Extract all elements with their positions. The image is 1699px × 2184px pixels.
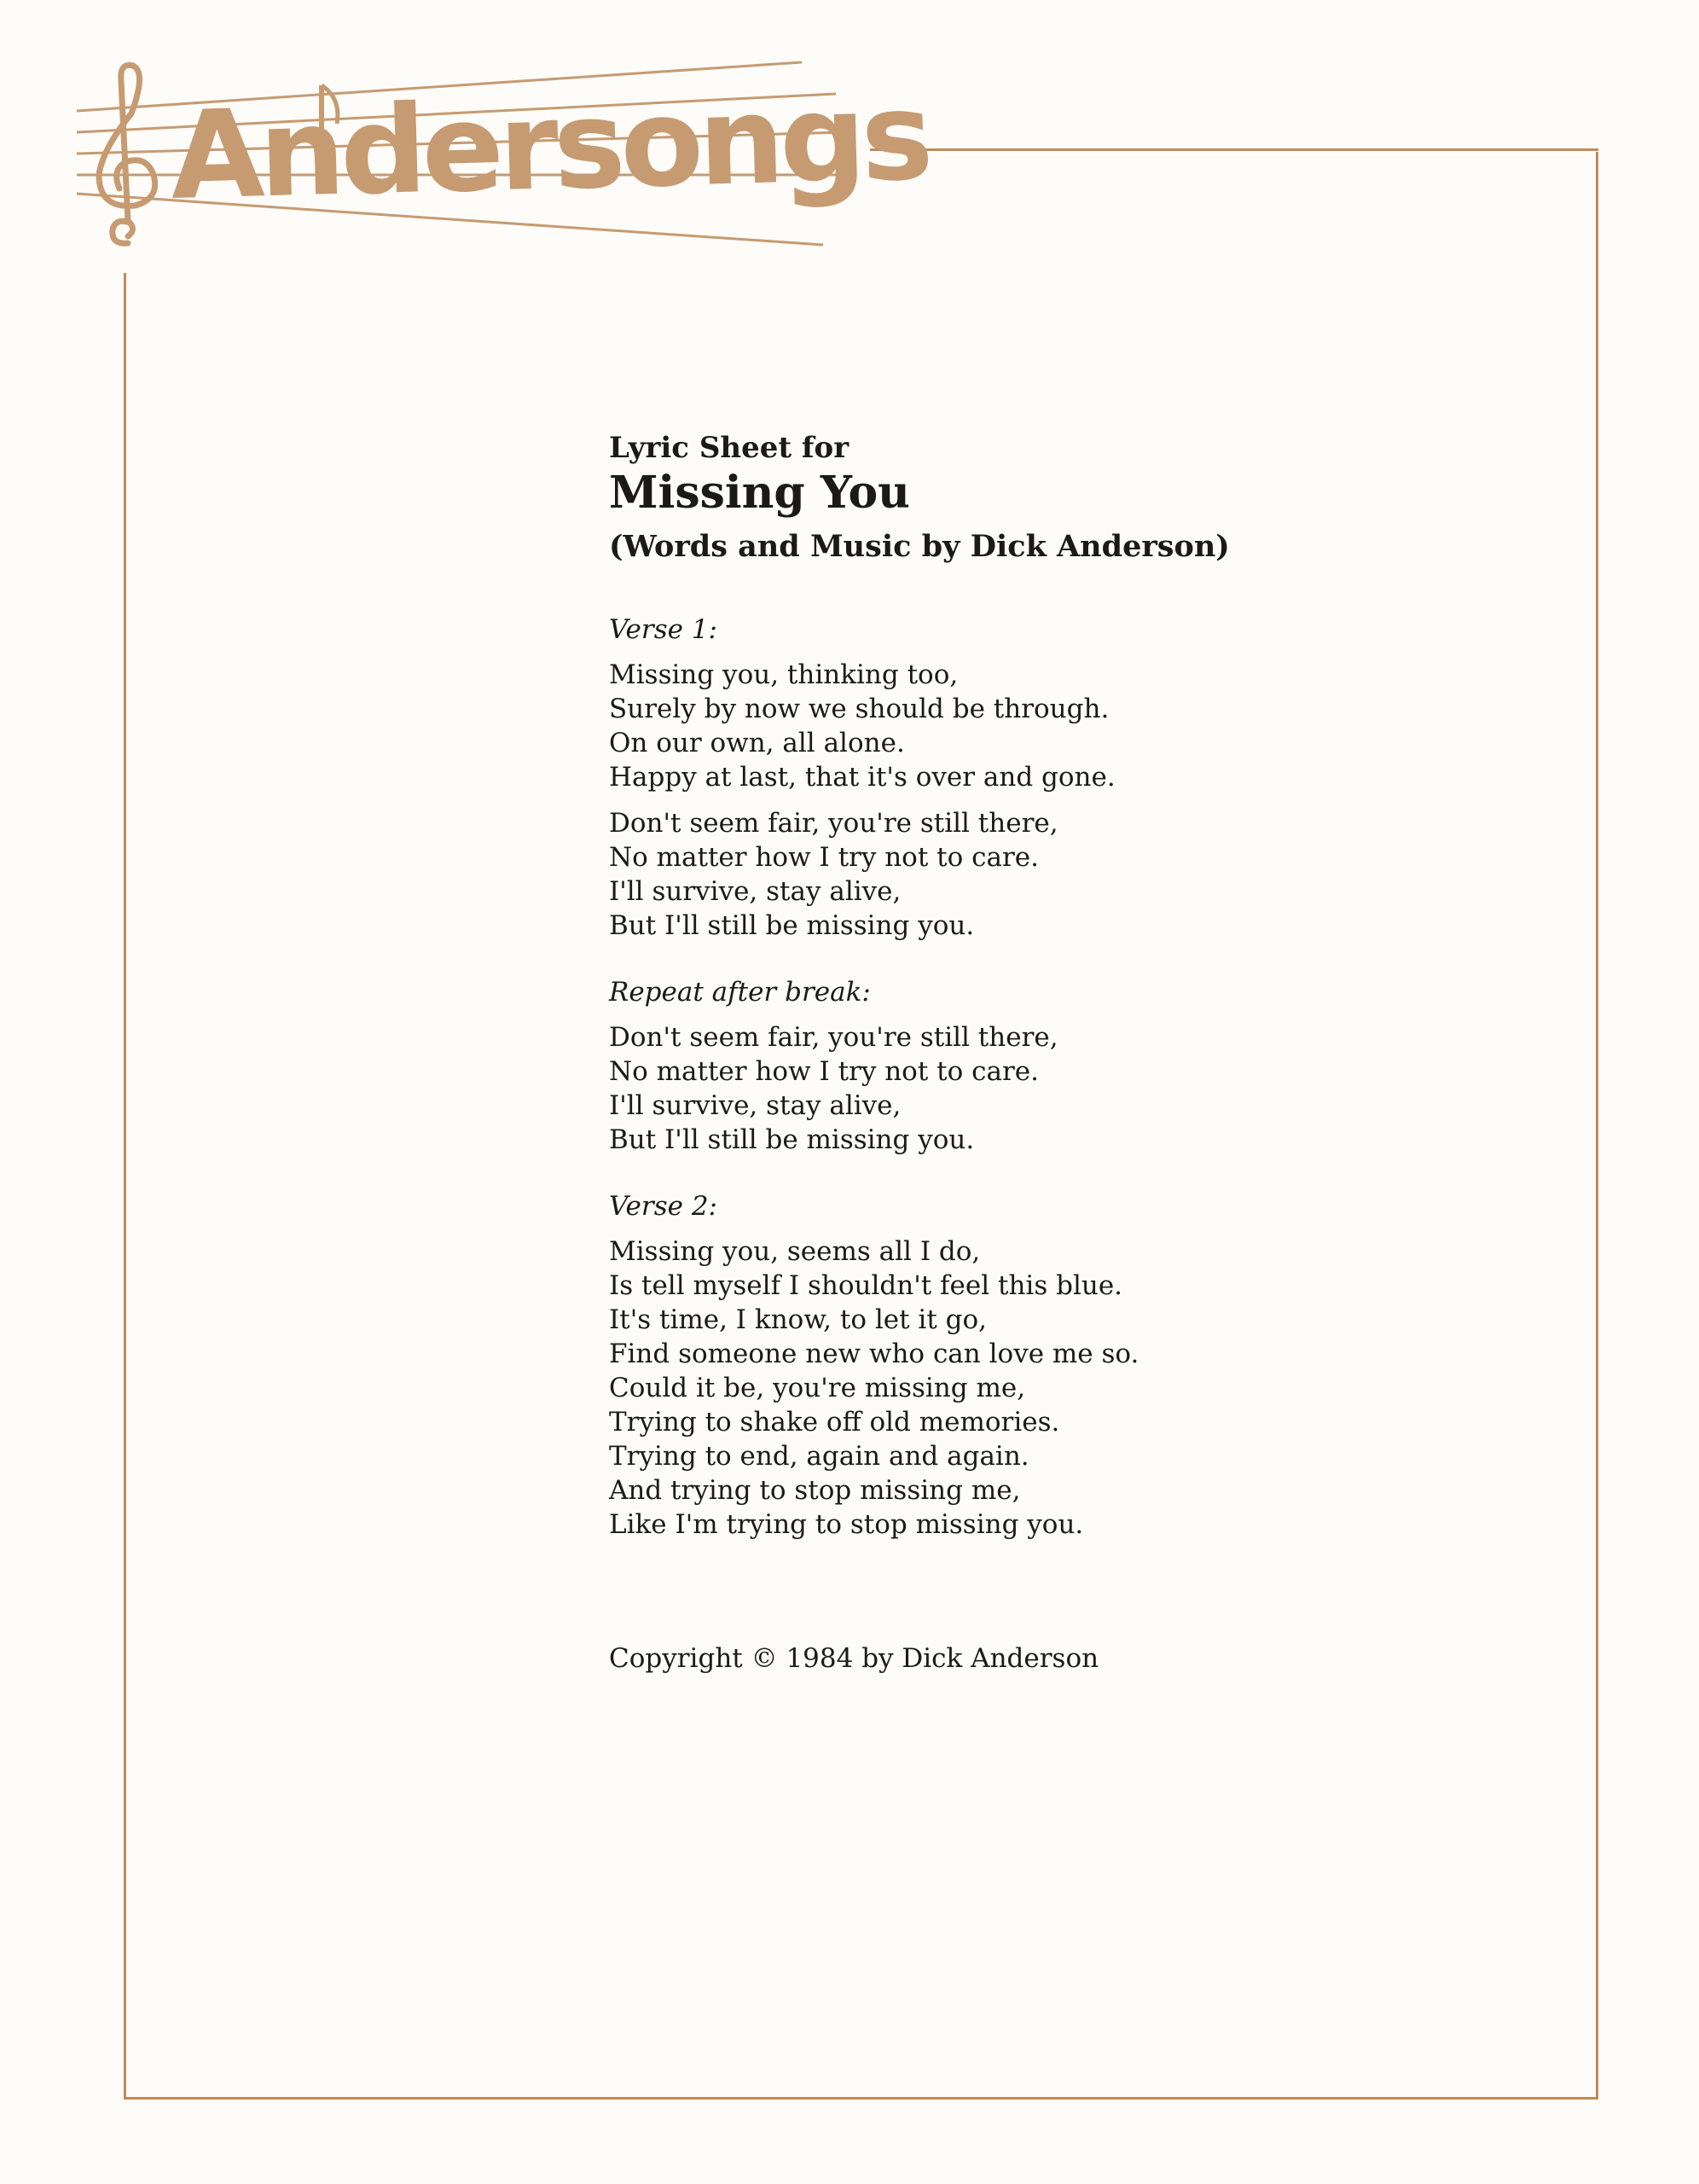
- frame-top-rule: [870, 148, 1598, 151]
- lyric-line: Trying to shake off old memories.: [609, 1407, 1060, 1438]
- lyric-sheet-heading: Lyric Sheet for: [609, 431, 850, 465]
- andersongs-logo: [68, 47, 931, 260]
- lyric-line: But I'll still be missing you.: [609, 909, 975, 941]
- lyric-line: It's time, I know, to let it go,: [609, 1304, 988, 1336]
- lyric-line: Like I'm trying to stop missing you.: [609, 1509, 1084, 1541]
- lyric-line: I'll survive, stay alive,: [609, 1089, 902, 1121]
- section-verse-2: [609, 1191, 1547, 1542]
- lyric-line: But I'll still be missing you.: [609, 1124, 975, 1155]
- section-repeat-after-break: [609, 977, 1547, 1157]
- lyric-line: Happy at last, that it's over and gone.: [609, 761, 1116, 793]
- lyric-line: Don't seem fair, you're still there,: [609, 807, 1058, 839]
- section-label: Verse 1:: [609, 613, 717, 645]
- lyrics-content: [609, 431, 1547, 1542]
- song-credits: (Words and Music by Dick Anderson): [609, 528, 1230, 564]
- treble-clef-icon: [99, 65, 155, 243]
- lyric-line: No matter how I try not to care.: [609, 841, 1039, 873]
- logo-wordmark: Andersongs: [168, 66, 931, 227]
- lyric-line: I'll survive, stay alive,: [609, 875, 902, 907]
- lyric-line: Find someone new who can love me so.: [609, 1339, 1139, 1370]
- lyric-line: No matter how I try not to care.: [609, 1055, 1039, 1087]
- lyric-line: Missing you, thinking too,: [609, 659, 959, 690]
- section-label: Repeat after break:: [609, 976, 871, 1008]
- lyric-line: Missing you, seems all I do,: [609, 1236, 981, 1268]
- stanza: [609, 1234, 1547, 1542]
- lyric-line: On our own, all alone.: [609, 727, 905, 758]
- stanza: [609, 806, 1547, 943]
- stanza: [609, 1020, 1547, 1157]
- lyric-line: Trying to end, again and again.: [609, 1441, 1029, 1472]
- lyric-line: Is tell myself I shouldn't feel this blue.: [609, 1270, 1123, 1302]
- song-title: Missing You: [609, 466, 910, 519]
- stanza: [609, 658, 1547, 794]
- lyric-line: And trying to stop missing me,: [609, 1475, 1021, 1507]
- lyric-line: Don't seem fair, you're still there,: [609, 1021, 1058, 1053]
- lyric-line: Surely by now we should be through.: [609, 693, 1110, 724]
- section-verse-1: [609, 614, 1547, 943]
- copyright-notice: Copyright © 1984 by Dick Anderson: [609, 1643, 1099, 1674]
- lyric-line: Could it be, you're missing me,: [609, 1373, 1026, 1404]
- section-label: Verse 2:: [609, 1190, 717, 1222]
